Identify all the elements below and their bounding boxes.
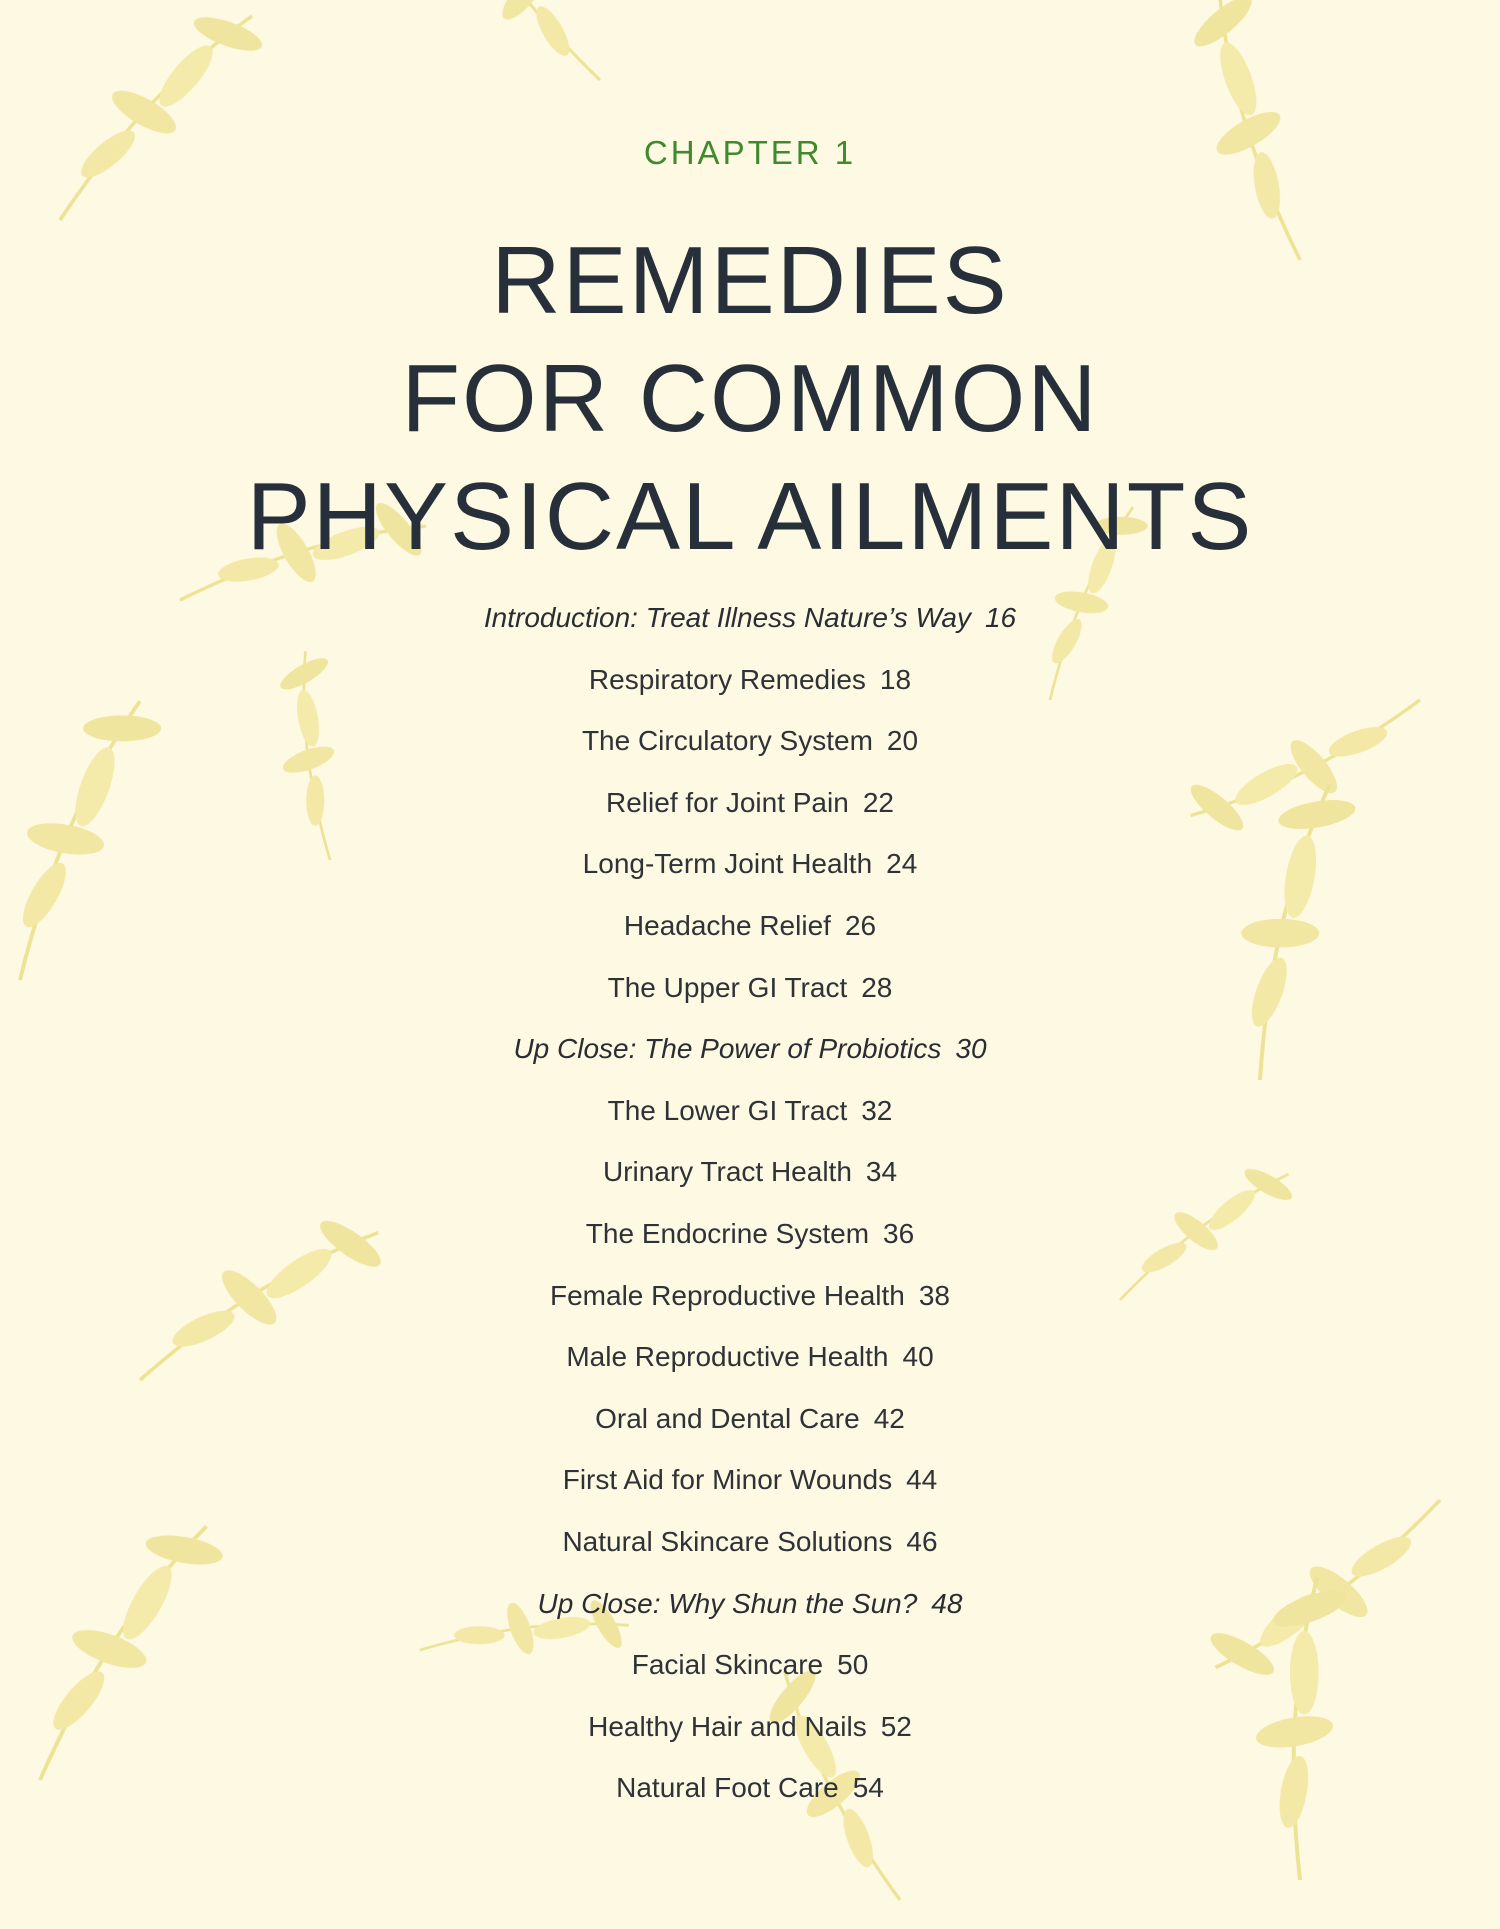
toc-entry-title: The Upper GI Tract	[607, 971, 848, 1003]
toc-entry[interactable]	[0, 654, 1500, 716]
chapter-label: CHAPTER 1	[643, 134, 857, 171]
toc-entry-page: 42	[873, 1402, 905, 1434]
toc-entry[interactable]	[0, 1454, 1500, 1516]
toc-entry[interactable]	[0, 1516, 1500, 1578]
toc-entry-title: The Lower GI Tract	[607, 1094, 848, 1126]
toc-entry-page: 34	[865, 1156, 898, 1188]
toc-entry-title: Oral and Dental Care	[595, 1402, 860, 1434]
toc-entry-page: 16	[984, 602, 1017, 633]
toc-entry-page: 20	[886, 725, 919, 757]
toc-entry[interactable]	[0, 1639, 1500, 1701]
toc-entry[interactable]	[0, 962, 1500, 1024]
toc-entry-page: 18	[879, 663, 912, 695]
toc-entry[interactable]	[0, 1085, 1500, 1147]
toc-entry[interactable]	[0, 592, 1500, 654]
chapter-title	[0, 222, 1500, 576]
toc-entry-page: 54	[852, 1772, 884, 1804]
toc-entry-title: Long-Term Joint Health	[582, 848, 873, 880]
toc-entry-title: Up Close: The Power of Probiotics	[513, 1033, 942, 1065]
toc-entry-title: Healthy Hair and Nails	[588, 1710, 867, 1742]
toc-entry-page: 38	[918, 1279, 950, 1311]
toc-entry-title: Up Close: Why Shun the Sun?	[537, 1587, 918, 1619]
chapter-title-line-3: PHYSICAL AILMENTS	[246, 463, 1254, 570]
toc-entry[interactable]	[0, 838, 1500, 900]
toc-entry-title: Natural Foot Care	[616, 1772, 839, 1804]
toc-entry-page: 44	[906, 1464, 938, 1496]
toc-entry-page: 26	[844, 909, 877, 941]
chapter-title-line-2: FOR COMMON	[401, 345, 1099, 452]
toc-entry-page: 32	[861, 1094, 893, 1126]
toc-entry-page: 30	[955, 1033, 987, 1065]
toc-entry-page: 48	[931, 1587, 963, 1619]
toc-entry[interactable]	[0, 1270, 1500, 1332]
toc-entry-page: 28	[861, 971, 893, 1003]
toc-entry[interactable]	[0, 900, 1500, 962]
toc-entry-title: Urinary Tract Health	[602, 1156, 852, 1188]
toc-entry-title: Respiratory Remedies	[588, 663, 866, 695]
toc-entry-title: The Endocrine System	[585, 1217, 870, 1249]
toc-entry-page: 52	[880, 1710, 912, 1742]
toc-entry-title: First Aid for Minor Wounds	[562, 1464, 893, 1496]
chapter-title-line-1: REMEDIES	[491, 227, 1009, 334]
toc-entry-title: Facial Skincare	[631, 1649, 824, 1681]
toc-entry[interactable]	[0, 1331, 1500, 1393]
toc-entry[interactable]	[0, 1208, 1500, 1270]
toc-entry[interactable]	[0, 1762, 1500, 1824]
toc-entry-title: The Circulatory System	[581, 725, 873, 757]
toc-entry[interactable]	[0, 1578, 1500, 1640]
toc-entry-page: 22	[862, 786, 894, 818]
toc-entry[interactable]	[0, 1023, 1500, 1085]
toc-entry[interactable]	[0, 1701, 1500, 1763]
toc-entry-title: Introduction: Treat Illness Nature’s Way	[483, 602, 971, 633]
toc-entry-page: 50	[837, 1649, 869, 1681]
toc-entry-title: Female Reproductive Health	[550, 1279, 905, 1311]
toc-entry[interactable]	[0, 1393, 1500, 1455]
toc-entry[interactable]	[0, 715, 1500, 777]
toc-entry-title: Male Reproductive Health	[566, 1341, 889, 1373]
toc-entry-page: 24	[886, 848, 918, 880]
toc-entry-title: Headache Relief	[623, 909, 831, 941]
toc-entry-title: Natural Skincare Solutions	[562, 1525, 893, 1557]
toc-entry-page: 36	[883, 1217, 915, 1249]
toc-entry[interactable]	[0, 1146, 1500, 1208]
toc-entry-page: 46	[906, 1525, 938, 1557]
toc-entry[interactable]	[0, 777, 1500, 839]
table-of-contents	[0, 592, 1500, 1824]
toc-entry-title: Relief for Joint Pain	[606, 786, 849, 818]
toc-entry-page: 40	[902, 1341, 934, 1373]
